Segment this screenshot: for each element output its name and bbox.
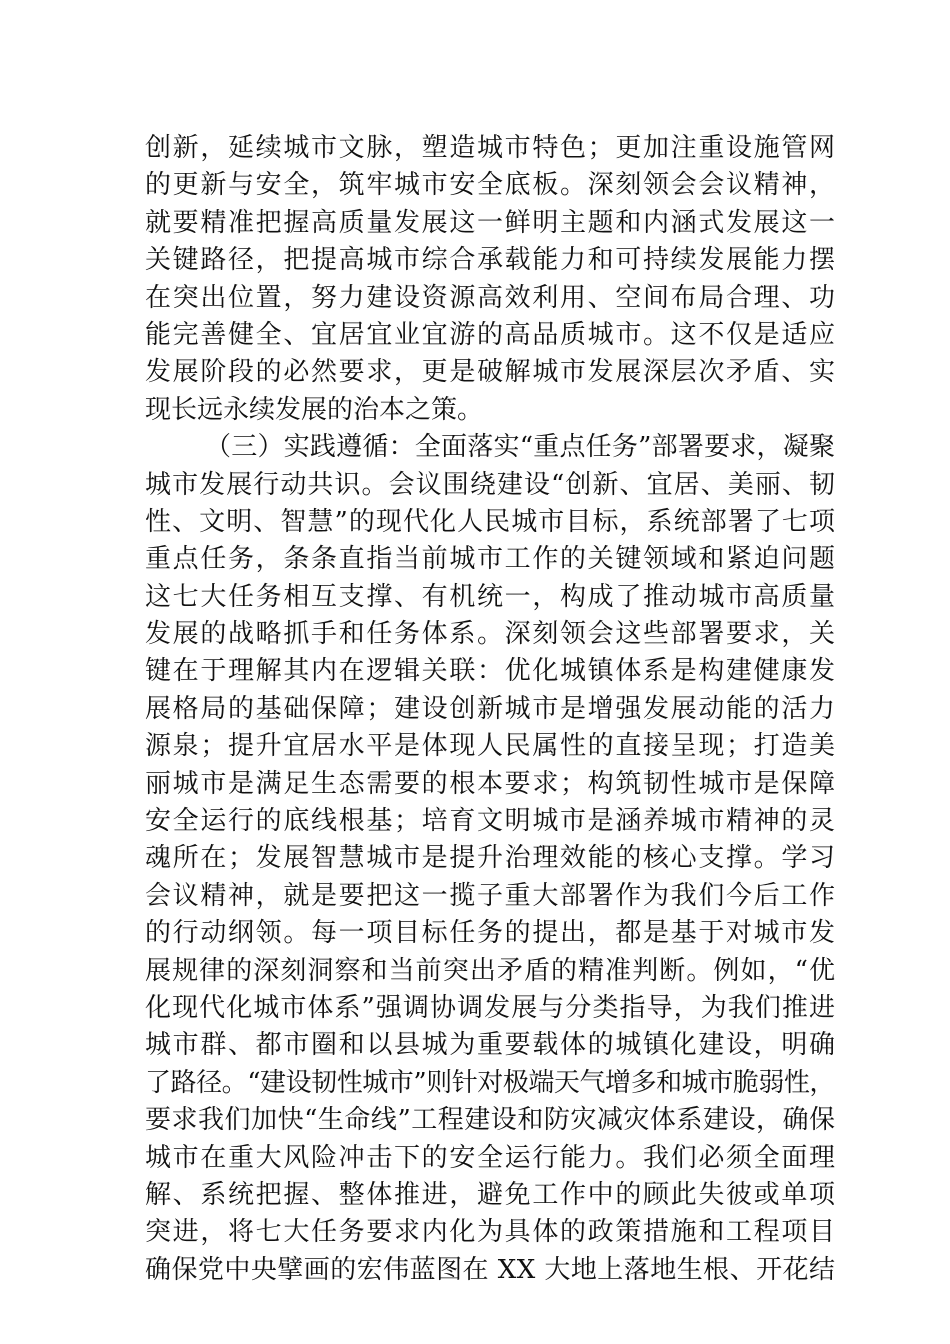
paragraph-line: 突进，将七大任务要求内化为具体的政策措施和工程项目 xyxy=(145,1217,837,1248)
paragraph-line: 展格局的基础保障；建设创新城市是增强发展动能的活力 xyxy=(145,693,837,724)
paragraph-line: 魂所在；发展智慧城市是提升治理效能的核心支撑。学习 xyxy=(145,843,837,874)
paragraph-line: 会议精神，就是要把这一揽子重大部署作为我们今后工作 xyxy=(145,880,837,911)
paragraph-line: 发展阶段的必然要求，更是破解城市发展深层次矛盾、实 xyxy=(145,357,837,388)
paragraph-line: 就要精准把握高质量发展这一鲜明主题和内涵式发展这一 xyxy=(145,207,837,238)
paragraph-line: 创新，延续城市文脉，塑造城市特色；更加注重设施管网 xyxy=(145,133,837,163)
paragraph-line: 丽城市是满足生态需要的根本要求；构筑韧性城市是保障 xyxy=(145,768,837,799)
paragraph-line: 发展的战略抓手和任务体系。深刻领会这些部署要求，关 xyxy=(145,619,837,650)
paragraph-line: 现长远永续发展的治本之策。 xyxy=(145,394,484,425)
paragraph-line: 了路径。“建设韧性城市”则针对极端天气增多和城市脆弱性， xyxy=(145,1067,835,1098)
paragraph-line: 这七大任务相互支撑、有机统一，构成了推动城市高质量 xyxy=(145,581,837,612)
paragraph-line: 城市发展行动共识。会议围绕建设“创新、宜居、美丽、韧 xyxy=(145,469,837,500)
paragraph-line: 城市群、都市圈和以县城为重要载体的城镇化建设，明确 xyxy=(145,1030,837,1061)
paragraph-line: 城市在重大风险冲击下的安全运行能力。我们必须全面理 xyxy=(145,1142,837,1173)
paragraph-line: 展规律的深刻洞察和当前突出矛盾的精准判断。例如，“优 xyxy=(145,955,837,986)
paragraph-line: 确保党中央擘画的宏伟蓝图在 XX 大地上落地生根、开花结 xyxy=(145,1254,836,1285)
paragraph-line: 安全运行的底线根基；培育文明城市是涵养城市精神的灵 xyxy=(145,806,837,837)
paragraph-line: 的行动纲领。每一项目标任务的提出，都是基于对城市发 xyxy=(145,918,837,949)
paragraph-line: 在突出位置，努力建设资源高效利用、空间布局合理、功 xyxy=(145,282,837,313)
paragraph-line: 重点任务，条条直指当前城市工作的关键领域和紧迫问题 xyxy=(145,544,837,575)
paragraph-line: 要求我们加快“生命线”工程建设和防灾减灾体系建设，确保 xyxy=(145,1105,836,1136)
section-heading-line: （三）实践遵循：全面落实“重点任务”部署要求，凝聚 xyxy=(205,432,836,463)
paragraph-line: 关键路径，把提高城市综合承载能力和可持续发展能力摆 xyxy=(145,245,837,276)
paragraph-line: 键在于理解其内在逻辑关联：优化城镇体系是构建健康发 xyxy=(145,656,837,687)
body-text xyxy=(145,130,835,1289)
paragraph-line: 能完善健全、宜居宜业宜游的高品质城市。这不仅是适应 xyxy=(145,319,837,350)
paragraph-line: 性、文明、智慧”的现代化人民城市目标，系统部署了七项 xyxy=(145,506,837,537)
paragraph-line: 的更新与安全，筑牢城市安全底板。深刻领会会议精神， xyxy=(145,170,837,201)
paragraph-line: 化现代化城市体系”强调协调发展与分类指导，为我们推进 xyxy=(145,992,837,1023)
paragraph-line: 解、系统把握、整体推进，避免工作中的顾此失彼或单项 xyxy=(145,1179,837,1210)
paragraph-line: 源泉；提升宜居水平是体现人民属性的直接呈现；打造美 xyxy=(145,731,837,762)
